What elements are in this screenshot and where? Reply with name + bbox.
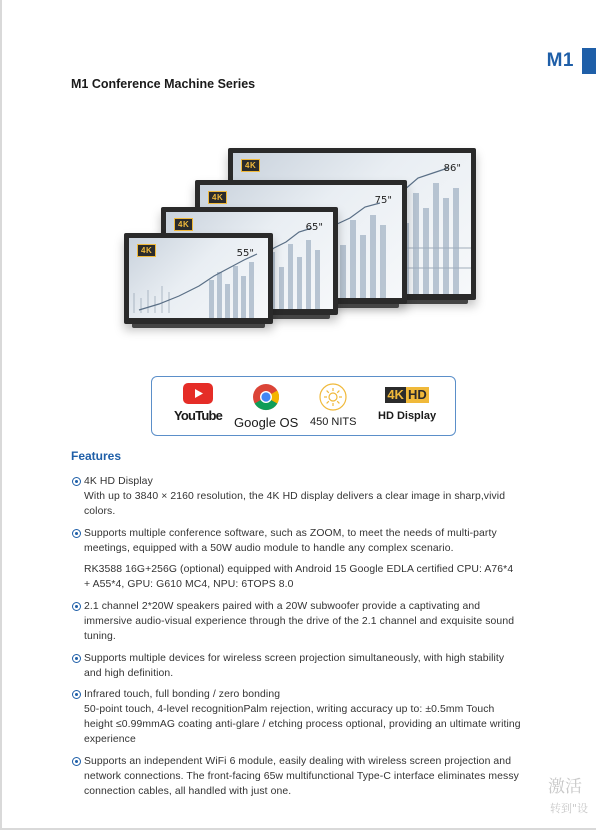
feature-item: [72, 651, 522, 681]
display-55: [124, 233, 273, 324]
hd-display-label-text: HD Display: [378, 410, 437, 422]
badge-4k: 4K: [137, 244, 156, 257]
display-size-label: 55": [236, 248, 254, 259]
activation-watermark: 激活: [548, 777, 582, 797]
badge-4k: 4K: [174, 218, 193, 231]
youtube-logo: [174, 383, 222, 423]
page-left-rule: [0, 0, 2, 830]
feature-item: [72, 526, 522, 592]
display-size-label: 86": [443, 163, 461, 174]
series-tab-bar: [582, 48, 596, 74]
series-title: M1 Conference Machine Series: [71, 77, 256, 91]
nits-label: 450 NITS: [310, 416, 357, 428]
feature-text: RK3588 16G+256G (optional) equipped with Android 15 Google EDLA certified CPU: A76*4 + A55*4, GPU: G610 MC4, NPU: 6TOPS 8.0: [84, 564, 514, 590]
feature-heading: Supports an independent WiFi 6 module, easily dealing with wireless screen projection and network connections. The front-facing 65w multifunctional Type-C interface eliminates messy connection cables, all handled with just one.: [84, 756, 519, 797]
bullet-icon: [72, 602, 81, 611]
display-size-label: 75": [374, 195, 392, 206]
feature-text: With up to 3840 × 2160 resolution, the 4K HD display delivers a clear image in sharp,vivid colors.: [84, 491, 506, 517]
feature-item: [72, 599, 522, 644]
google-os-logo: [234, 383, 298, 430]
chrome-icon: [252, 383, 280, 411]
4k-hd-badge-icon: [385, 387, 428, 403]
features-heading: Features: [71, 449, 122, 463]
youtube-play-icon: [183, 383, 213, 404]
feature-heading: 4K HD Display: [84, 476, 153, 487]
google-os-wordmark: Google OS: [234, 415, 299, 430]
bullet-icon: [72, 654, 81, 663]
feature-text: 50-point touch, 4-level recognitionPalm rejection, writing accuracy up to: ±0.5mm Touch height ≤0.99mmAG coating anti-glare / etching process optional, providing an ultimate writing experience: [84, 704, 521, 745]
badge-hd-part: HD: [407, 387, 427, 402]
youtube-wordmark: YouTube: [174, 408, 223, 423]
feature-logo-strip: [151, 376, 456, 436]
bullet-icon: [72, 757, 81, 766]
feature-heading: Supports multiple conference software, such as ZOOM, to meet the needs of multi-party meetings, equipped with a 50W audio module to handle any complex scenario.: [84, 528, 497, 554]
display-size-label: 65": [305, 222, 323, 233]
badge-4k-part: 4K: [387, 387, 404, 402]
badge-4k: 4K: [241, 159, 260, 172]
feature-heading: 2.1 channel 2*20W speakers paired with a 20W subwoofer provide a captivating and immersive audio-visual experience through the drive of the 2.1 channel and exquisite sound tuning.: [84, 601, 515, 642]
display-stand: [132, 324, 265, 328]
sun-brightness-icon: [319, 383, 347, 411]
feature-item: [72, 754, 522, 799]
hd-display-logo: [378, 383, 436, 422]
nits-logo: [310, 383, 356, 428]
badge-4k: 4K: [208, 191, 227, 204]
activation-watermark-sub: 转到"设: [550, 802, 589, 815]
bullet-icon: [72, 690, 81, 699]
feature-item: [72, 474, 522, 519]
series-tab-label: M1: [546, 50, 574, 71]
hd-display-label: [378, 410, 436, 422]
bullet-icon: [72, 529, 81, 538]
feature-heading: Supports multiple devices for wireless screen projection simultaneously, with high stability and high definition.: [84, 653, 505, 679]
series-tab: [547, 48, 596, 74]
bullet-icon: [72, 477, 81, 486]
feature-heading: Infrared touch, full bonding / zero bonding: [84, 689, 281, 700]
display-55-screen: [129, 238, 268, 318]
feature-item: [72, 687, 522, 747]
